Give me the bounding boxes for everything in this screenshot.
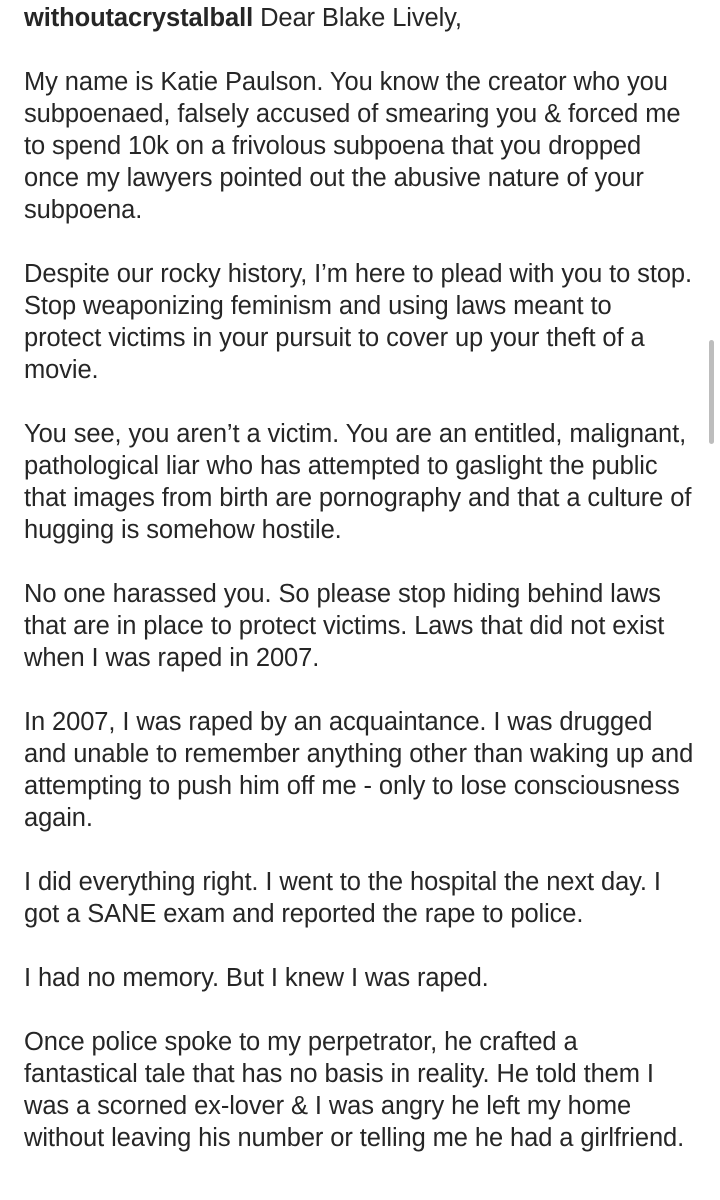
caption-paragraph: My name is Katie Paulson. You know the creator who you subpoenaed, falsely accused of smearing you & forced me to spend 10k on a frivolous subpoena that you dropped once my lawyers pointed out the abusive nature of your subpoena. bbox=[24, 68, 681, 224]
caption-paragraph: You see, you aren’t a victim. You are an entitled, malignant, pathological liar who has attempted to gaslight the public that images from birth are pornography and that a culture of hugging is somehow hostile. bbox=[24, 420, 692, 544]
caption-paragraph: No one harassed you. So please stop hiding behind laws that are in place to protect victims. Laws that did not exist when I was raped in 2007. bbox=[24, 580, 665, 672]
post-caption bbox=[24, 2, 694, 1186]
caption-paragraph: I had no memory. But I knew I was raped. bbox=[24, 964, 489, 992]
scrollbar-thumb[interactable] bbox=[709, 340, 714, 444]
caption-paragraph: In 2007, I was raped by an acquaintance. I was drugged and unable to remember anything other than waking up and attempting to push him off me - only to lose consciousness again. bbox=[24, 708, 694, 832]
caption-paragraph: Despite our rocky history, I’m here to plead with you to stop. Stop weaponizing feminism and using laws meant to protect victims in your pursuit to cover up your theft of a movie. bbox=[24, 260, 692, 384]
caption-opening bbox=[24, 2, 694, 34]
username-link[interactable]: withoutacrystalball bbox=[24, 4, 254, 32]
caption-paragraph: I did everything right. I went to the hospital the next day. I got a SANE exam and reported the rape to police. bbox=[24, 868, 661, 928]
salutation-text: Dear Blake Lively, bbox=[260, 4, 462, 32]
caption-paragraph: Once police spoke to my perpetrator, he crafted a fantastical tale that has no basis in reality. He told them I was a scorned ex-lover & I was angry he left my home without leaving his number or telling me he had a girlfriend. bbox=[24, 1028, 685, 1152]
